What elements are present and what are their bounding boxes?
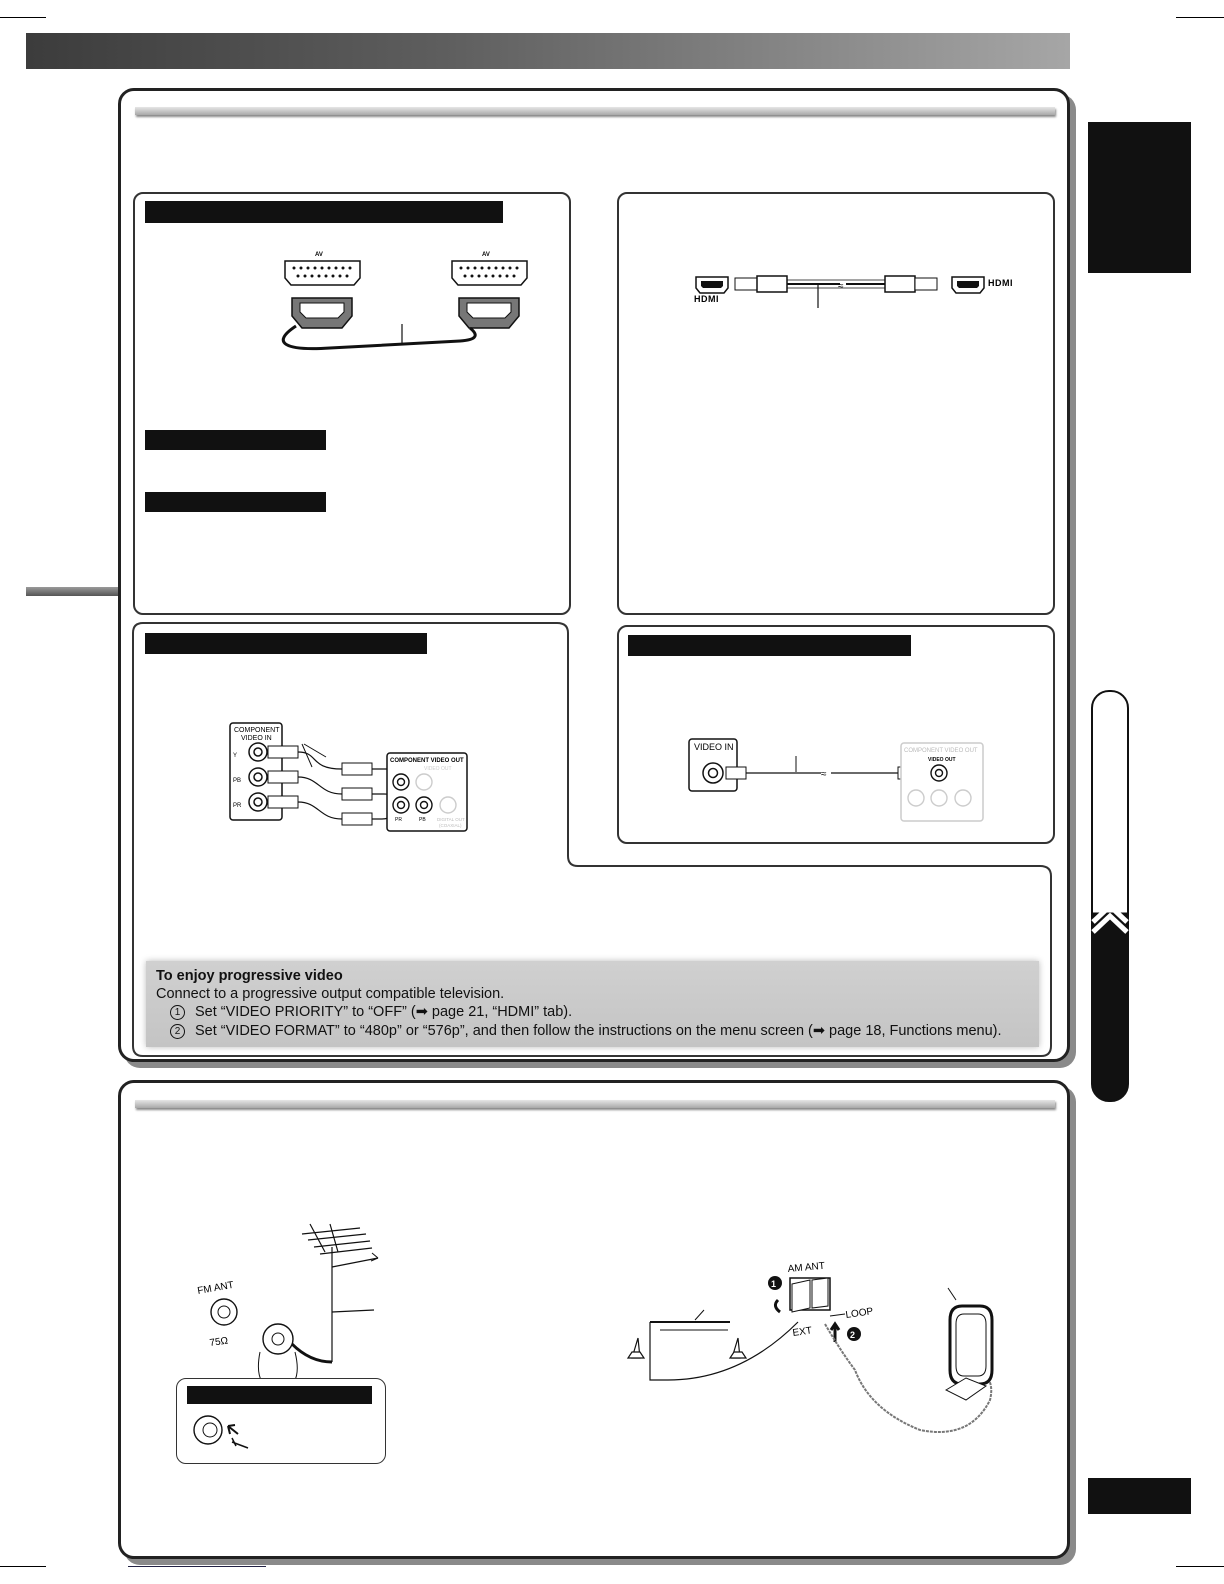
header-bar — [26, 33, 1070, 69]
svg-text:≈: ≈ — [838, 281, 844, 292]
step-2-badge: 2 — [850, 1330, 856, 1340]
side-marker — [26, 587, 118, 596]
hdmi-diagram — [690, 272, 1030, 312]
heading-bar-2 — [145, 430, 326, 450]
video-diagram — [686, 736, 986, 826]
crop-mark — [0, 1566, 46, 1567]
chevron-up-icon — [1091, 900, 1131, 934]
step-1-text: Set “VIDEO PRIORITY” to “OFF” (➡ page 21, “HDMI” tab). — [195, 1004, 573, 1020]
step-1-badge: 1 — [771, 1279, 777, 1289]
av-label-right: AV — [482, 252, 490, 258]
hdmi-logo-left: HDMI — [694, 294, 719, 304]
fm-antenna-diagram — [190, 1222, 390, 1382]
component-video-out-label: COMPONENT VIDEO OUT — [390, 758, 464, 764]
section-title-strip — [135, 107, 1055, 115]
video-heading-bar — [628, 635, 911, 656]
progressive-video-box — [146, 961, 1039, 1047]
antenna-title-strip — [135, 1100, 1055, 1108]
step-2-text: Set “VIDEO FORMAT” to “480p” or “576p”, and then follow the instructions on the menu screen (➡ page 18, Functions menu). — [195, 1023, 1002, 1039]
crop-mark — [0, 17, 46, 18]
svg-text:≈: ≈ — [821, 769, 827, 780]
pb-out-label: PB — [419, 817, 426, 823]
component-out-faded-label: COMPONENT VIDEO OUT — [904, 748, 978, 754]
svg-text:(COAXIAL): (COAXIAL) — [439, 823, 462, 828]
page-number-tab — [1088, 1478, 1191, 1514]
svg-text:DIGITAL OUT: DIGITAL OUT — [437, 817, 465, 822]
progressive-title: To enjoy progressive video — [156, 968, 343, 984]
pr-in-label: PR — [233, 803, 242, 809]
component-video-in-label-1: COMPONENT — [234, 727, 280, 734]
video-in-label: VIDEO IN — [694, 742, 734, 752]
crop-mark — [128, 1566, 266, 1567]
crop-mark — [1176, 1566, 1224, 1567]
progressive-line-1: Connect to a progressive output compatible television. — [156, 986, 505, 1002]
scart-socket-right — [452, 261, 527, 285]
fm-ant-label: FM ANT — [196, 1279, 235, 1297]
pr-out-label: PR — [395, 817, 402, 823]
svg-text:VIDEO OUT: VIDEO OUT — [424, 766, 452, 772]
scart-heading-bar — [145, 201, 503, 223]
video-out-label: VIDEO OUT — [928, 757, 956, 763]
fm-inset-heading-bar — [187, 1386, 372, 1404]
component-diagram — [224, 719, 474, 837]
hdmi-connection-box — [617, 192, 1055, 615]
pb-in-label: PB — [233, 778, 242, 784]
am-ant-label: AM ANT — [787, 1260, 826, 1275]
side-nav-pill — [1091, 690, 1129, 1102]
component-heading-bar — [145, 633, 427, 654]
ext-label: EXT — [791, 1325, 813, 1339]
heading-bar-3 — [145, 492, 326, 512]
step-number-1: 1 — [170, 1005, 185, 1020]
progressive-step-2 — [170, 1022, 1002, 1040]
av-label-left: AV — [315, 252, 323, 258]
loop-label: LOOP — [844, 1306, 874, 1321]
progressive-step-1 — [170, 1003, 572, 1021]
fm-plug-inset — [188, 1408, 268, 1456]
y-in-label: Y — [233, 753, 238, 759]
scart-diagram — [270, 248, 530, 358]
component-video-in-label-2: VIDEO IN — [241, 735, 272, 742]
side-tab-top — [1088, 122, 1191, 273]
scart-socket-left — [285, 261, 360, 285]
hdmi-logo-right: HDMI — [988, 278, 1013, 288]
step-number-2: 2 — [170, 1024, 185, 1039]
am-antenna-diagram — [620, 1250, 1010, 1450]
crop-mark — [1176, 17, 1224, 18]
ohm-label: 75Ω — [208, 1335, 229, 1349]
